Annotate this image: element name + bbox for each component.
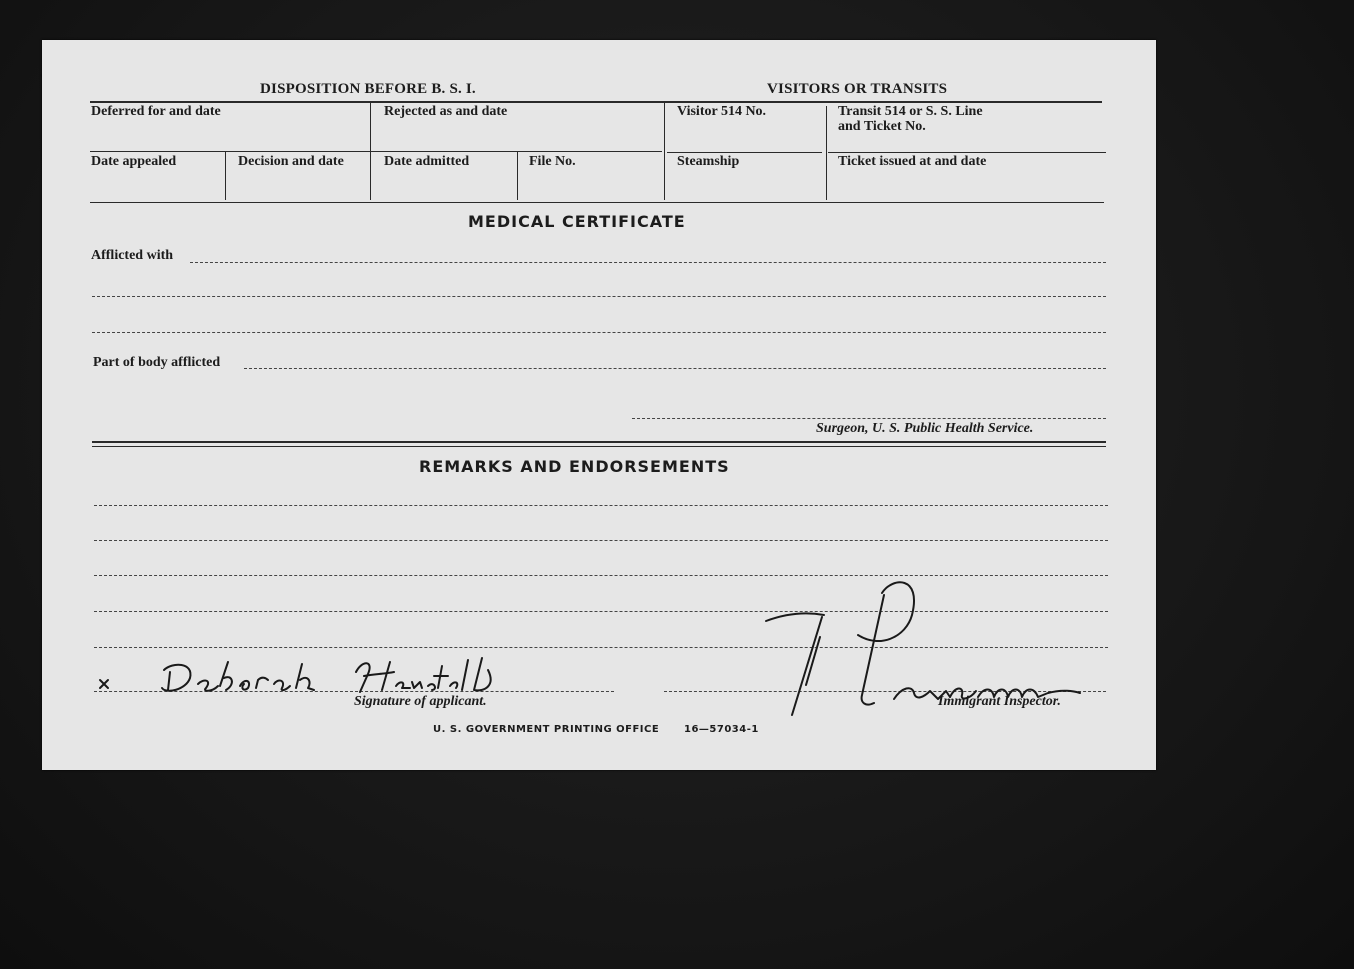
surgeon-signature-line <box>632 418 1106 419</box>
applicant-signature <box>94 650 614 700</box>
divider-5 <box>826 106 827 200</box>
section-divider-2 <box>92 446 1106 447</box>
header-rule <box>90 101 1102 103</box>
signature-of-applicant-label: Signature of applicant. <box>354 694 487 709</box>
divider-4 <box>664 102 665 200</box>
immigrant-inspector-label: Immigrant Inspector. <box>938 694 1061 709</box>
ticket-issued-label: Ticket issued at and date <box>838 154 987 169</box>
visitors-heading: VISITORS OR TRANSITS <box>767 81 948 97</box>
date-appealed-label: Date appealed <box>91 154 177 169</box>
part-of-body-label: Part of body afflicted <box>93 355 221 370</box>
afflicted-label: Afflicted with <box>91 248 174 263</box>
transit-line-2: and Ticket No. <box>838 119 926 134</box>
form-number: 16—57034-1 <box>684 724 759 735</box>
divider-3 <box>517 152 518 200</box>
rejected-label: Rejected as and date <box>384 104 508 119</box>
visitor-514-label: Visitor 514 No. <box>677 104 767 119</box>
afflicted-line-2 <box>92 296 1106 297</box>
date-admitted-label: Date admitted <box>384 154 470 169</box>
transit-514-label <box>838 104 983 134</box>
section-divider <box>92 441 1106 443</box>
remarks-title: REMARKS AND ENDORSEMENTS <box>419 457 730 476</box>
file-no-label: File No. <box>529 154 576 169</box>
medical-certificate-title: MEDICAL CERTIFICATE <box>468 212 686 231</box>
printing-office-label: U. S. GOVERNMENT PRINTING OFFICE <box>433 724 660 735</box>
surgeon-label: Surgeon, U. S. Public Health Service. <box>816 421 1034 436</box>
remarks-line-1 <box>94 505 1108 506</box>
afflicted-line-3 <box>92 332 1106 333</box>
afflicted-line <box>190 262 1106 263</box>
divider-1 <box>370 102 371 200</box>
row-rule-mid <box>667 152 822 153</box>
row-rule-left <box>90 151 662 152</box>
header-bottom-rule <box>90 202 1104 203</box>
divider-2 <box>225 152 226 200</box>
transit-line-1: Transit 514 or S. S. Line <box>838 104 983 119</box>
steamship-label: Steamship <box>677 154 740 169</box>
row-rule-right <box>828 152 1106 153</box>
immigration-card <box>42 40 1156 770</box>
decision-label: Decision and date <box>238 154 344 169</box>
part-of-body-line <box>244 368 1106 369</box>
deferred-label: Deferred for and date <box>91 104 221 119</box>
disposition-heading: DISPOSITION BEFORE B. S. I. <box>260 81 476 97</box>
remarks-line-2 <box>94 540 1108 541</box>
